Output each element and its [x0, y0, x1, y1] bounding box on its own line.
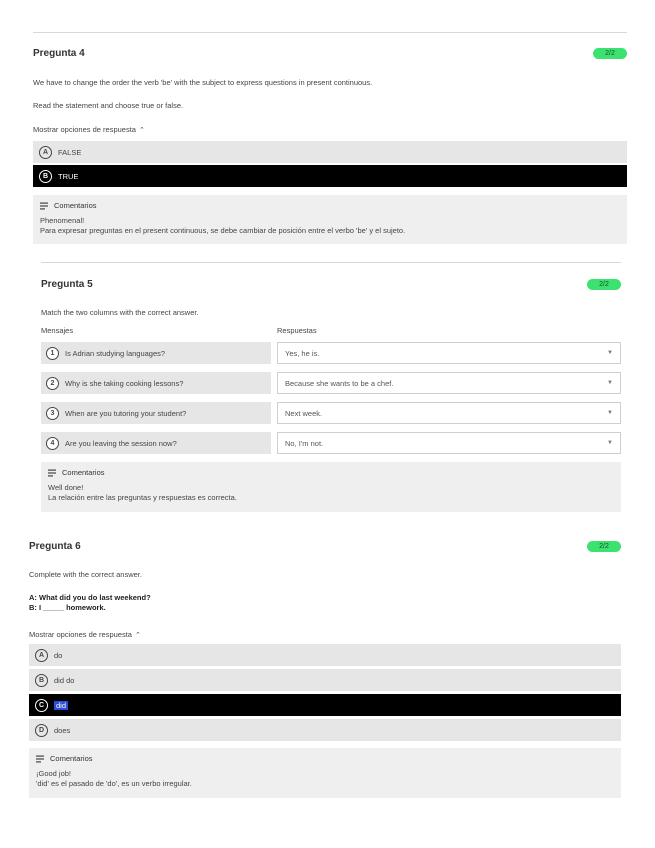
chevron-up-icon: ⌃ — [134, 632, 141, 639]
question-4-header — [33, 48, 627, 59]
caret-down-icon: ▼ — [607, 380, 613, 386]
option-text: do — [54, 650, 63, 660]
match-row-1-answer-select[interactable] — [277, 342, 621, 364]
option-letter: B — [35, 674, 48, 687]
question-4-instruction: Read the statement and choose true or false. — [33, 101, 184, 110]
comment-line-2: Para expresar preguntas en el present continuous, se debe cambiar de posición entre el verbo 'be' y el sujeto. — [40, 226, 406, 235]
question-6-instruction: Complete with the correct answer. — [29, 570, 142, 579]
option-text: TRUE — [58, 171, 79, 181]
match-row-2-answer-select[interactable] — [277, 372, 621, 394]
match-row-1-message — [41, 342, 271, 364]
question-6-option-b[interactable] — [29, 669, 621, 691]
comment-list-icon — [36, 755, 44, 763]
selected-answer: No, I'm not. — [285, 438, 324, 448]
toggle-label: Mostrar opciones de respuesta — [33, 125, 136, 134]
question-6-title: Pregunta 6 — [29, 541, 81, 552]
question-5-header — [41, 279, 621, 290]
question-4-title: Pregunta 4 — [33, 48, 85, 59]
caret-down-icon: ▼ — [607, 410, 613, 416]
comment-header: Comentarios — [54, 201, 97, 210]
question-5-instruction: Match the two columns with the correct answer. — [41, 308, 199, 317]
option-letter: A — [39, 146, 52, 159]
option-letter: B — [39, 170, 52, 183]
match-row-3-message — [41, 402, 271, 424]
selected-answer: Next week. — [285, 408, 323, 418]
selected-answer: Yes, he is. — [285, 348, 320, 358]
match-row-4-answer-select[interactable] — [277, 432, 621, 454]
row-number: 4 — [46, 437, 59, 450]
toggle-label: Mostrar opciones de respuesta — [29, 630, 132, 639]
option-text: FALSE — [58, 147, 82, 157]
question-5-title: Pregunta 5 — [41, 279, 93, 290]
question-4-statement: We have to change the order the verb 'be' with the subject to express questions in present continuous. — [33, 78, 373, 87]
question-6-option-d[interactable] — [29, 719, 621, 741]
comment-line-2: 'did' es el pasado de 'do', es un verbo irregular. — [36, 779, 192, 788]
question-6-comment-box — [29, 748, 621, 798]
option-letter: C — [35, 699, 48, 712]
question-6-show-options-toggle[interactable] — [29, 630, 141, 639]
question-4-option-b-selected[interactable] — [33, 165, 627, 187]
option-letter: D — [35, 724, 48, 737]
comment-line-1: Phenomenal! — [40, 216, 85, 225]
match-row-2-message — [41, 372, 271, 394]
chevron-up-icon: ⌃ — [138, 127, 145, 134]
divider — [33, 32, 627, 33]
selected-answer: Because she wants to be a chef. — [285, 378, 394, 388]
option-text: did do — [54, 675, 75, 685]
comment-header: Comentarios — [50, 754, 93, 763]
match-row-4-message — [41, 432, 271, 454]
comment-line-1: Well done! — [48, 483, 84, 492]
column-header-answers: Respuestas — [277, 326, 317, 335]
question-4-comment-box — [33, 195, 627, 244]
question-6-header — [29, 541, 621, 552]
question-4-score-badge: 2/2 — [593, 48, 627, 59]
caret-down-icon: ▼ — [607, 440, 613, 446]
comment-line-2: La relación entre las preguntas y respuestas es correcta. — [48, 493, 237, 502]
option-letter: A — [35, 649, 48, 662]
message-text: When are you tutoring your student? — [65, 408, 187, 418]
question-5-comment-box — [41, 462, 621, 512]
message-text: Is Adrian studying languages? — [65, 348, 166, 358]
column-header-messages: Mensajes — [41, 326, 74, 335]
caret-down-icon: ▼ — [607, 350, 613, 356]
question-6-dialog-a: A: What did you do last weekend? — [29, 593, 151, 602]
message-text: Why is she taking cooking lessons? — [65, 378, 184, 388]
question-5-score-badge: 2/2 — [587, 279, 621, 290]
comment-header: Comentarios — [62, 468, 105, 477]
comment-list-icon — [40, 202, 48, 210]
row-number: 3 — [46, 407, 59, 420]
option-text-highlighted: did — [56, 700, 67, 710]
message-text: Are you leaving the session now? — [65, 438, 177, 448]
match-row-3-answer-select[interactable] — [277, 402, 621, 424]
question-6-dialog-b: B: I _____ homework. — [29, 603, 106, 612]
comment-line-1: ¡Good job! — [36, 769, 72, 778]
row-number: 2 — [46, 377, 59, 390]
option-text: does — [54, 725, 71, 735]
question-6-option-c-selected[interactable] — [29, 694, 621, 716]
question-6-option-a[interactable] — [29, 644, 621, 666]
comment-list-icon — [48, 469, 56, 477]
question-4-show-options-toggle[interactable] — [33, 125, 145, 134]
question-4-option-a[interactable] — [33, 141, 627, 163]
divider — [41, 262, 621, 263]
question-6-score-badge: 2/2 — [587, 541, 621, 552]
row-number: 1 — [46, 347, 59, 360]
